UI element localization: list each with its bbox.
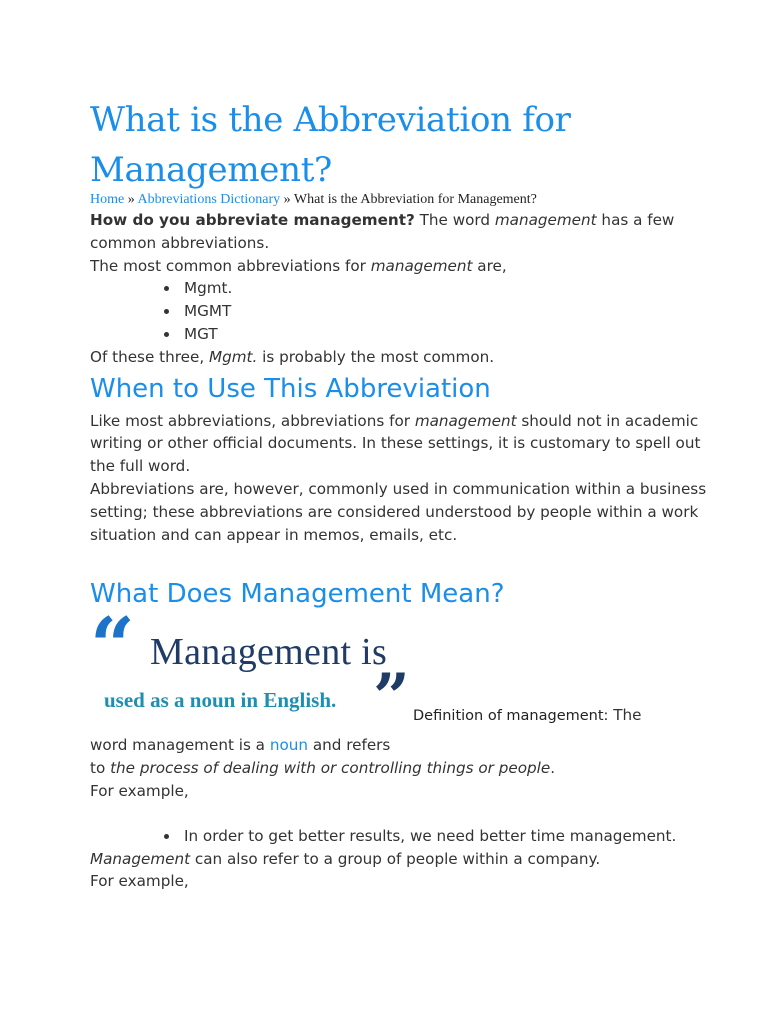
for-example-2: For example, (90, 872, 189, 891)
quote-main-text: Management is (150, 631, 388, 674)
use-paragraph-2: Abbreviations are, however, commonly used in communication within a business setting; these abbreviations are considered understood by people within a work situation and can appear in memos, emails, etc. (90, 479, 707, 544)
also-paragraph (90, 848, 730, 871)
breadcrumb-current: What is the Abbreviation for Management? (293, 192, 537, 207)
noun-link[interactable]: noun (269, 736, 308, 755)
use-paragraph-1 (90, 410, 730, 478)
intro-question: How do you abbreviate management? (90, 211, 415, 229)
most-common-text: The most common abbreviations for (90, 256, 371, 275)
list-item: • MGT (180, 323, 730, 346)
example-list (90, 825, 730, 848)
most-common-word: management (370, 256, 473, 275)
list-item: • In order to get better results, we need better time management. (180, 825, 730, 848)
conclusion-paragraph (90, 346, 730, 369)
list-item: • MGMT (180, 300, 730, 323)
definition-italic: the process of dealing with or controlling things or people (110, 759, 551, 778)
spacer (90, 803, 730, 825)
definition-label-text: Definition of management: (413, 708, 609, 725)
intro-text: The word (414, 211, 495, 229)
page-title: What is the Abbreviation for Management? (90, 100, 571, 190)
breadcrumb-separator: » (124, 192, 138, 207)
most-common-paragraph (90, 255, 730, 278)
abbreviation-list (90, 277, 730, 345)
for-example-1: For example, (90, 781, 189, 800)
section-heading-meaning: What Does Management Mean? (90, 579, 505, 610)
use-word: management (414, 411, 517, 430)
breadcrumb (90, 191, 730, 209)
quote-image (90, 601, 730, 736)
definition-label-rest: The (608, 706, 642, 725)
definition-paragraph (90, 734, 730, 780)
list-item: • Mgmt. (180, 277, 730, 300)
intro-word: management (494, 211, 597, 229)
definition-text: . (550, 759, 556, 778)
definition-text: to (90, 759, 111, 778)
also-word: Management (90, 849, 191, 868)
section-heading-use: When to Use This Abbreviation (90, 373, 491, 404)
most-common-text: are, (472, 256, 507, 275)
conclusion-word: Mgmt. (208, 347, 258, 366)
also-text: can also refer to a group of people within a company. (190, 849, 601, 868)
use-text: Like most abbreviations, abbreviations for (90, 411, 415, 430)
intro-text: has a few common abbreviations. (90, 211, 675, 252)
intro-paragraph (90, 209, 730, 255)
close-quote-icon: ” (373, 660, 410, 736)
definition-text: and refers (308, 736, 391, 755)
conclusion-text: is probably the most common. (257, 347, 495, 366)
breadcrumb-separator: » (280, 192, 294, 207)
use-text: should not in academic writing or other official documents. In these settings, it is customary to spell out the full word. (90, 411, 701, 476)
definition-text: word management is a (90, 736, 270, 755)
article (90, 95, 730, 893)
conclusion-text: Of these three, (90, 347, 209, 366)
definition-label (413, 706, 642, 724)
breadcrumb-home-link[interactable]: Home (90, 192, 125, 207)
quote-sub-text: used as a noun in English. (104, 688, 337, 713)
breadcrumb-section-link[interactable]: Abbreviations Dictionary (137, 192, 281, 207)
open-quote-icon: “ (90, 601, 135, 693)
